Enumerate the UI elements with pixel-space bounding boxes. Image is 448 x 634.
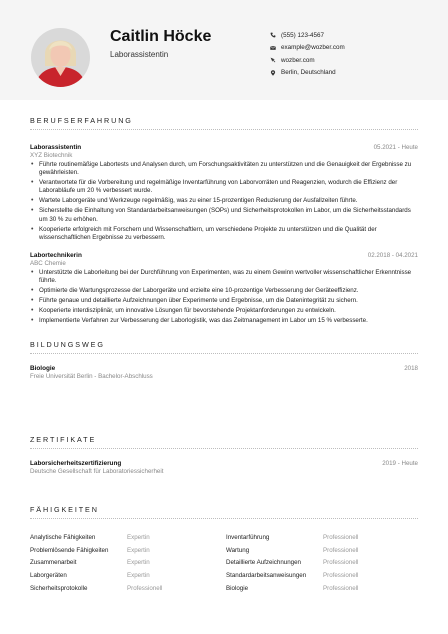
- education-field: Biologie: [30, 365, 56, 372]
- skills-column-right: [226, 531, 418, 595]
- skill-name: Analytische Fähigkeiten: [30, 533, 96, 541]
- skill-level: Professionell: [323, 533, 359, 541]
- skill-item: [30, 557, 226, 570]
- job-bullet: • Führte genaue und detaillierte Aufzeichnungen über Experimente und Ergebnisse, um die Datenintegrität zu sichern.: [30, 297, 418, 305]
- job-bullet: • Kooperierte interdisziplinär, um innovative Lösungen für bevorstehende Projektanforderungen zu entwickeln.: [30, 307, 418, 315]
- certificate-entry: [30, 460, 418, 475]
- skill-item: [30, 582, 226, 595]
- certificates-title: ZERTIFIKATE: [30, 435, 418, 449]
- contact-location: [270, 67, 345, 80]
- location-icon: [270, 70, 281, 76]
- skill-name: Laborgeräten: [30, 572, 67, 580]
- job-bullet: • Führte routinemäßige Labortests und Analysen durch, um Forschungsaktivitäten zu unterstützen und die Genauigkeit der Ergebnisse zu gewährleisten.: [30, 161, 418, 177]
- skill-item: [30, 544, 226, 557]
- job-title: Laborassistentin: [30, 144, 82, 151]
- skill-item: [30, 531, 226, 544]
- contact-website-text[interactable]: wozber.com: [281, 56, 315, 64]
- skill-item: [226, 531, 418, 544]
- skills-grid: [30, 531, 418, 595]
- skill-name: Biologie: [226, 585, 249, 593]
- job-bullet: • Implementierte Verfahren zur Verbesserung der Laborlogistik, was das Zeitmanagement im Labor um 15 % verbesserte.: [30, 317, 418, 325]
- candidate-role: Laborassistentin: [110, 50, 169, 59]
- education-entry: [30, 365, 418, 380]
- skill-level: Professionell: [323, 585, 359, 593]
- skill-level: Professionell: [323, 572, 359, 580]
- skill-item: [226, 557, 418, 570]
- job-bullet: • Wartete Laborgeräte und Werkzeuge regelmäßig, was zu einer 15-prozentigen Reduzierung der Ausfallzeiten führte.: [30, 197, 418, 205]
- candidate-name: Caitlin Höcke: [110, 28, 212, 45]
- education-title: BILDUNGSWEG: [30, 340, 418, 354]
- skill-item: [226, 582, 418, 595]
- education-date: 2018: [404, 365, 418, 372]
- experience-entry: [30, 144, 418, 242]
- contact-email: [270, 42, 345, 55]
- skills-section: [30, 505, 418, 595]
- contact-phone: [270, 29, 345, 42]
- job-bullet: • Verantwortete für die Vorbereitung und regelmäßige Inventarführung von Laborvorräten und Reagenzien, wodurch die Effizienz der Laborabläufe um 20 % verbessert wurde.: [30, 179, 418, 195]
- skill-level: Expertin: [127, 559, 150, 567]
- job-date: 05.2021 - Heute: [373, 144, 418, 151]
- skills-title: FÄHIGKEITEN: [30, 505, 418, 519]
- skill-name: Standardarbeitsanweisungen: [226, 572, 307, 580]
- phone-icon: [270, 32, 281, 38]
- experience-section: [30, 116, 418, 327]
- job-bullets: [30, 269, 418, 326]
- job-bullet: • Kooperierte erfolgreich mit Forschern und Wissenschaftlern, um verschiedene Projekte zu unterstützen und die Qualität der wissenschaftlichen Ergebnisse zu verbessern.: [30, 226, 418, 242]
- job-bullet: • Sicherstellte die Einhaltung von Standardarbeitsanweisungen (SOPs) und Sicherheitsprotokollen im Labor, um die Sicherheitsstandards um 30 % zu erhöhen.: [30, 207, 418, 223]
- experience-entry: [30, 252, 418, 326]
- skill-name: Problemlösende Fähigkeiten: [30, 546, 109, 554]
- contact-list: [270, 29, 345, 79]
- skill-level: Professionell: [127, 585, 163, 593]
- skill-level: Expertin: [127, 546, 150, 554]
- contact-website: [270, 54, 345, 67]
- job-bullet: • Unterstützte die Laborleitung bei der Durchführung von Experimenten, was zu einem Gewinn wertvoller wissenschaftlicher Erkenntnisse führte.: [30, 269, 418, 285]
- skill-item: [30, 569, 226, 582]
- avatar: [31, 28, 90, 87]
- skill-level: Expertin: [127, 572, 150, 580]
- skill-item: [226, 569, 418, 582]
- skill-name: Sicherheitsprotokolle: [30, 585, 88, 593]
- email-icon: [270, 45, 281, 51]
- job-company: ABC Chemie: [30, 259, 66, 267]
- skill-name: Wartung: [226, 546, 250, 554]
- skill-name: Zusammenarbeit: [30, 559, 77, 567]
- skill-level: Professionell: [323, 546, 359, 554]
- job-date: 02.2018 - 04.2021: [367, 251, 418, 259]
- skill-name: Inventarführung: [226, 533, 270, 541]
- job-company: XYZ Biotechnik: [30, 152, 73, 159]
- experience-title: BERUFSERFAHRUNG: [30, 116, 418, 130]
- contact-phone-text[interactable]: (555) 123-4567: [281, 31, 325, 39]
- contact-email-text[interactable]: example@wozber.com: [281, 44, 345, 52]
- certificate-issuer: Deutsche Gesellschaft für Laboratoriessicherheit: [30, 468, 164, 475]
- job-bullets: [30, 161, 418, 242]
- certificates-section: [30, 435, 418, 475]
- link-icon: [270, 57, 281, 63]
- skills-column-left: [30, 531, 226, 595]
- education-section: [30, 340, 418, 380]
- education-institution: Freie Universität Berlin - Bachelor-Abschluss: [30, 373, 153, 380]
- skill-item: [226, 544, 418, 557]
- contact-location-text: Berlin, Deutschland: [281, 69, 336, 77]
- certificate-date: 2019 - Heute: [382, 460, 418, 467]
- job-title: Labortechnikerin: [30, 251, 82, 259]
- resume-header: [0, 0, 448, 100]
- certificate-name: Laborsicherheitszertifizierung: [30, 460, 122, 467]
- skill-name: Detaillierte Aufzeichnungen: [226, 559, 301, 567]
- skill-level: Expertin: [127, 533, 150, 541]
- job-bullet: • Optimierte die Wartungsprozesse der Laborgeräte und erzielte eine 10-prozentige Verbesserung der Geräteeffizienz.: [30, 287, 418, 295]
- skill-level: Professionell: [323, 559, 359, 567]
